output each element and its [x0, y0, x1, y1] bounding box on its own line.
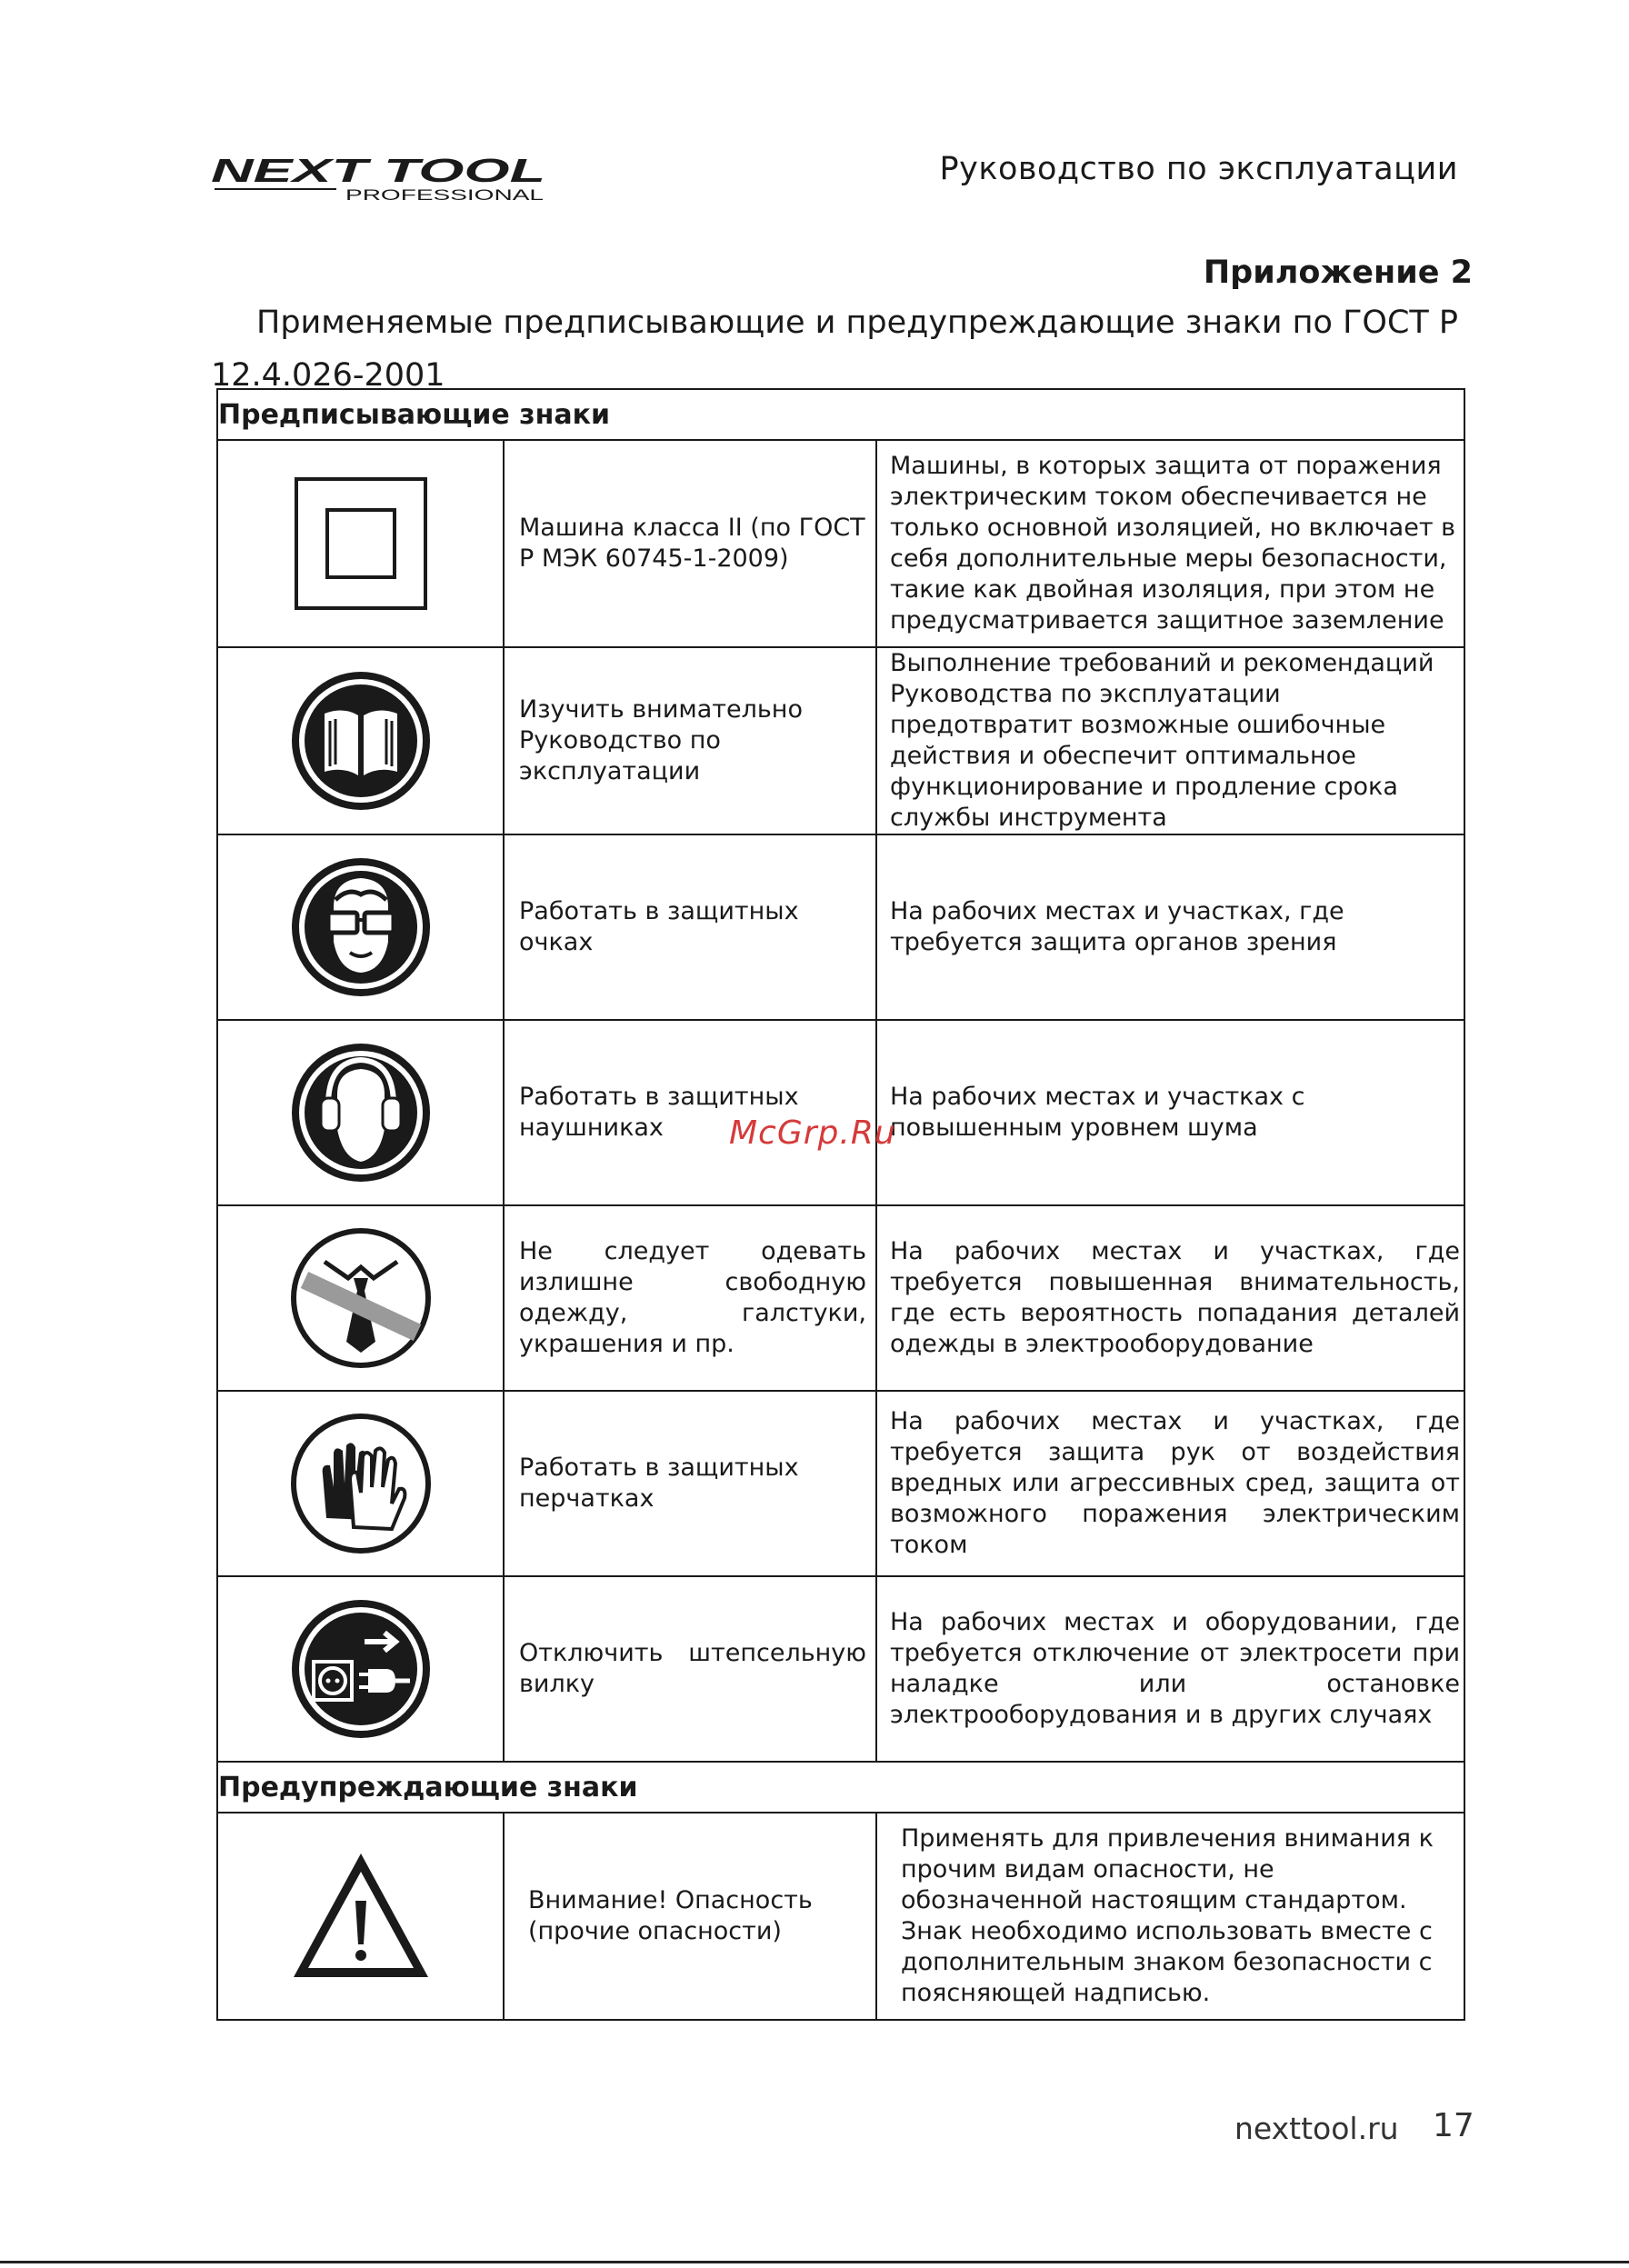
- signs-table: [216, 388, 1465, 2021]
- table-row: [217, 834, 1464, 1020]
- table-row: [217, 1391, 1464, 1576]
- sign-description: На рабочих местах и участках, где требуется повышенная внимательность, где есть вероятность попадания деталей одежды в электрооборудование: [876, 1205, 1464, 1391]
- logo-subtext: PROFESSIONAL: [345, 186, 544, 204]
- sign-name: Изучить внимательно Руководство по эксплуатации: [504, 647, 876, 834]
- sign-name: Машина класса II (по ГОСТ Р МЭК 60745-1-2009): [504, 440, 876, 647]
- manual-title: Руководство по эксплуатации: [939, 151, 1458, 187]
- table-row: [217, 1205, 1464, 1391]
- sign-name: Не следует одевать излишне свободную одежду, галстуки, украшения и пр.: [504, 1205, 876, 1391]
- section-heading: Предписывающие знаки: [217, 389, 1464, 440]
- page-number: 17: [1433, 2107, 1474, 2144]
- sign-name: Отключить штепсельную вилку: [504, 1576, 876, 1762]
- sign-name: Работать в защитных перчатках: [504, 1391, 876, 1576]
- section-heading: Предупреждающие знаки: [217, 1762, 1464, 1813]
- sign-description: Машины, в которых защита от поражения электрическим током обеспечивается не только основной изоляцией, но включает в себя дополнительные меры безопасности, такие как двойная изоляция, при этом не предусматривается защитное заземление: [876, 440, 1464, 647]
- sign-description: Выполнение требований и рекомендаций Руководства по эксплуатации предотвратит возможные ошибочные действия и обеспечит оптимальное функционирование и продление срока службы инструмента: [876, 647, 1464, 834]
- book-icon: [288, 668, 434, 814]
- sign-name: Работать в защитных наушниках: [504, 1020, 876, 1205]
- sign-name: Работать в защитных очках: [504, 834, 876, 1020]
- unplug-icon: [288, 1596, 434, 1742]
- table-row: [217, 647, 1464, 834]
- table-row: [217, 1020, 1464, 1205]
- nexttool-logo: [209, 153, 547, 207]
- section-heading-row: [217, 1762, 1464, 1813]
- warning-triangle-icon: [288, 1848, 434, 1984]
- sign-description: На рабочих местах и оборудовании, где требуется отключение от электросети при наладке или остановке электрооборудования и в других случаях: [876, 1576, 1464, 1762]
- sign-name: Внимание! Опасность (прочие опасности): [504, 1813, 876, 2020]
- sign-description: На рабочих местах и участках, где требуется защита органов зрения: [876, 834, 1464, 1020]
- appendix-title: Приложение 2: [1203, 255, 1473, 291]
- intro-text: [211, 296, 1474, 402]
- table-row: [217, 440, 1464, 647]
- gloves-icon: [288, 1411, 434, 1556]
- watermark: McGrp.Ru: [729, 1114, 896, 1152]
- sign-description: Применять для привлечения внимания к прочим видам опасности, не обозначенной настоящим стандартом. Знак необходимо использовать вместе с дополнительным знаком безопасности с поясняющей надписью.: [876, 1813, 1464, 2020]
- sign-description: На рабочих местах и участках с повышенным уровнем шума: [876, 1020, 1464, 1205]
- sign-description: На рабочих местах и участках, где требуется защита рук от воздействия вредных или агрессивных сред, защита от возможного поражения электрическим током: [876, 1391, 1464, 1576]
- table-row: [217, 1576, 1464, 1762]
- logo-text: NEXT TOOL: [211, 153, 545, 189]
- earmuffs-icon: [288, 1040, 434, 1185]
- bottom-divider: [0, 2261, 1629, 2263]
- no-loose-clothing-icon: [288, 1225, 434, 1371]
- intro-sentence: Применяемые предписывающие и предупреждающие знаки по ГОСТ Р 12.4.026-2001: [211, 305, 1459, 394]
- footer-site[interactable]: nexttool.ru: [1234, 2111, 1399, 2146]
- table-row: [217, 1813, 1464, 2020]
- section-heading-row: [217, 389, 1464, 440]
- goggles-icon: [288, 854, 434, 1000]
- double-square-icon: [293, 475, 429, 612]
